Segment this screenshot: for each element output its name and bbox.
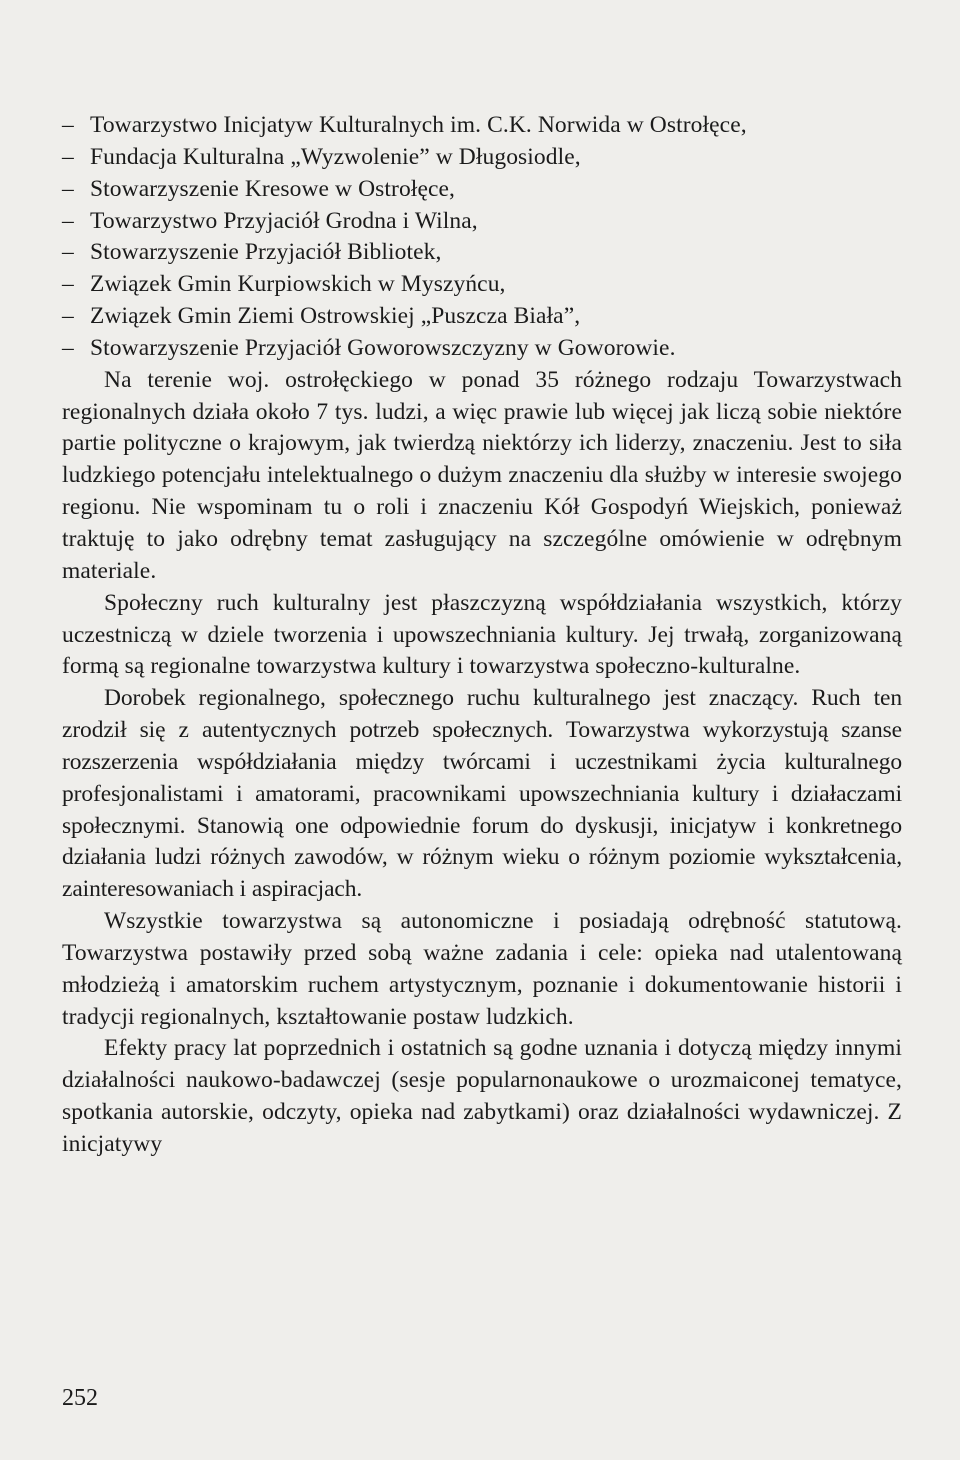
list-item	[62, 237, 902, 269]
list-item	[62, 269, 902, 301]
list-item-text: Fundacja Kulturalna „Wyzwolenie” w Długosiodle,	[90, 143, 581, 170]
paragraph: Wszystkie towarzystwa są autonomiczne i posiadają odrębność statutową. Towarzystwa postawiły przed sobą ważne zadania i cele: opieka nad utalentowaną młodzieżą i amatorskim ruchem artystycznym, poznanie i dokumentowanie historii i tradycji regionalnych, kształtowanie postaw ludzkich.	[62, 908, 902, 1030]
list-dash: –	[62, 112, 74, 138]
list-dash: –	[62, 175, 74, 202]
paragraph: Dorobek regionalnego, społecznego ruchu kulturalnego jest znaczący. Ruch ten zrodził się z autentycznych potrzeb społecznych. Towarzystwa wykorzystują szanse rozszerzenia współdziałania między twórcami i uczestnikami życia kulturalnego profesjonalistami i amatorami, pracownikami upowszechniania kultury i działaczami społecznymi. Stanowią one odpowiednie forum do dyskusji, inicjatyw i konkretnego działania ludzi różnych zawodów, w różnym wieku o różnym poziomie wykształcenia, zainteresowaniach i aspiracjach.	[62, 685, 902, 903]
list-dash: –	[62, 207, 74, 234]
paragraph: Na terenie woj. ostrołęckiego w ponad 35 różnego rodzaju Towarzystwach regionalnych działa około 7 tys. ludzi, a więc prawie lub więcej jak liczą sobie niektóre partie polityczne o krajowym, jak twierdzą niektórzy ich liderzy, znaczeniu. Jest to siła ludzkiego potencjału intelektualnego o dużym znaczeniu dla służby w interesie swojego regionu. Nie wspominam tu o roli i znaczeniu Kół Gospodyń Wiejskich, ponieważ traktuję to jako odrębny temat zasługujący na szczególne omówienie w odrębnym materiale.	[62, 366, 902, 584]
list-item-text: Stowarzyszenie Przyjaciół Goworowszczyzny w Goworowie.	[90, 334, 676, 361]
list-dash: –	[62, 271, 74, 298]
list-item	[62, 206, 902, 238]
page-number: 252	[62, 1385, 98, 1411]
list-item	[62, 301, 902, 333]
list-item-text: Towarzystwo Inicjatyw Kulturalnych im. C.K. Norwida w Ostrołęce,	[90, 112, 747, 138]
paragraph: Efekty pracy lat poprzednich i ostatnich są godne uznania i dotyczą między innymi działalności naukowo-badawczej (sesje popularnonaukowe o urozmaiconej tematyce, spotkania autorskie, odczyty, opieka nad zabytkami) oraz działalności wydawniczej. Z inicjatywy	[62, 1035, 902, 1157]
list-item-text: Towarzystwo Przyjaciół Grodna i Wilna,	[90, 207, 478, 234]
list-item	[62, 142, 902, 174]
paragraph: Społeczny ruch kulturalny jest płaszczyzną współdziałania wszystkich, którzy uczestniczą w dziele tworzenia i upowszechniania kultury. Jej trwałą, zorganizowaną formą są regionalne towarzystwa kultury i towarzystwa społeczno-kulturalne.	[62, 589, 902, 680]
list-dash: –	[62, 334, 74, 361]
list-item	[62, 333, 902, 365]
list-item	[62, 174, 902, 206]
list-dash: –	[62, 303, 74, 330]
list-item-text: Stowarzyszenie Przyjaciół Bibliotek,	[90, 239, 442, 266]
list-item-text: Związek Gmin Ziemi Ostrowskiej „Puszcza Biała”,	[90, 303, 581, 330]
list-dash: –	[62, 143, 74, 170]
list-item-text: Związek Gmin Kurpiowskich w Myszyńcu,	[90, 271, 506, 298]
list-dash: –	[62, 239, 74, 266]
list-item-text: Stowarzyszenie Kresowe w Ostrołęce,	[90, 175, 456, 202]
list-item	[62, 110, 902, 142]
page-text	[62, 110, 902, 1161]
organizations-list	[62, 110, 902, 365]
